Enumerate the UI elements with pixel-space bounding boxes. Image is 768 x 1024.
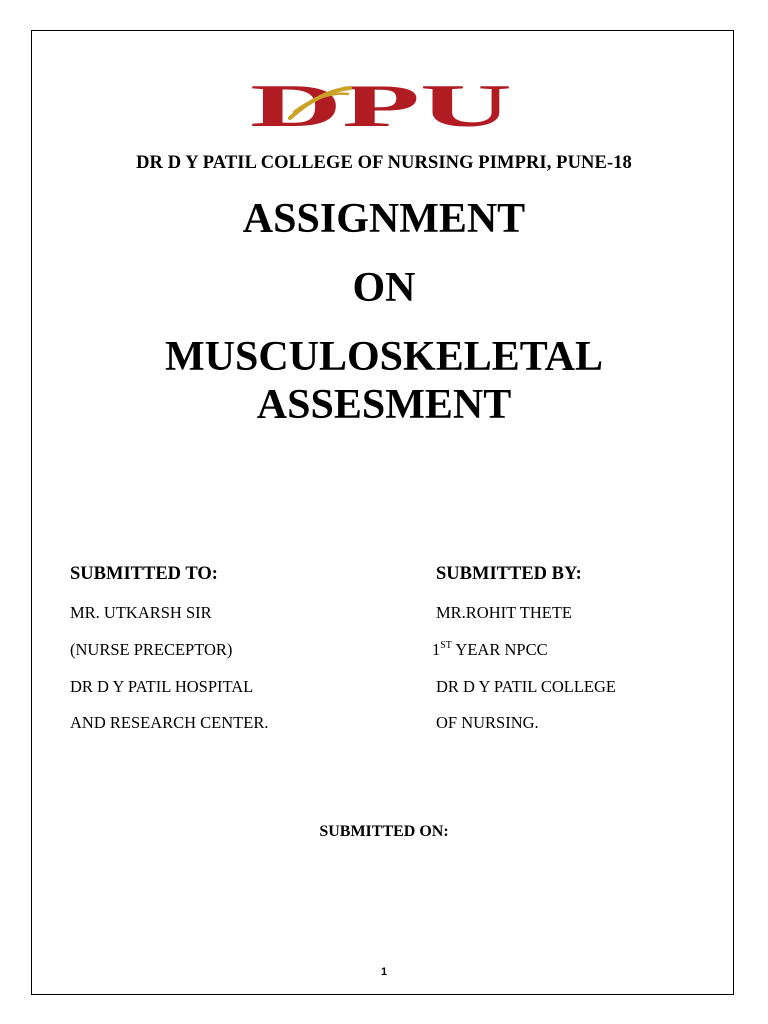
page-number: 1	[380, 966, 388, 978]
year-number: 1	[432, 640, 441, 659]
year-rest: YEAR NPCC	[451, 640, 548, 659]
dpu-logo	[250, 78, 512, 130]
title-line-topic: MUSCULOSKELETAL	[165, 334, 603, 380]
year-suffix: ST	[440, 640, 452, 651]
submitted-to-role: (NURSE PRECEPTOR)	[70, 640, 233, 659]
title-line-topic-2: ASSESMENT	[256, 382, 512, 428]
submitted-by-org-line1: DR D Y PATIL COLLEGE	[436, 677, 616, 696]
submitted-to-heading: SUBMITTED TO:	[70, 564, 218, 584]
title-line-on: ON	[352, 265, 416, 311]
svg-text:DPU: DPU	[250, 78, 512, 130]
submitted-by-heading: SUBMITTED BY:	[436, 564, 582, 584]
submitted-to-org-line2: AND RESEARCH CENTER.	[70, 713, 269, 732]
submitted-by-year	[432, 640, 548, 660]
submitted-on-label: SUBMITTED ON:	[319, 823, 449, 840]
submitted-by-org-line2: OF NURSING.	[436, 713, 539, 732]
submitted-to-name: MR. UTKARSH SIR	[70, 603, 212, 622]
page-border	[31, 30, 734, 995]
title-line-assignment: ASSIGNMENT	[242, 196, 526, 242]
submitted-to-org-line1: DR D Y PATIL HOSPITAL	[70, 677, 254, 696]
college-heading: DR D Y PATIL COLLEGE OF NURSING PIMPRI, PUNE-18	[136, 153, 632, 173]
submitted-by-name: MR.ROHIT THETE	[436, 603, 572, 622]
